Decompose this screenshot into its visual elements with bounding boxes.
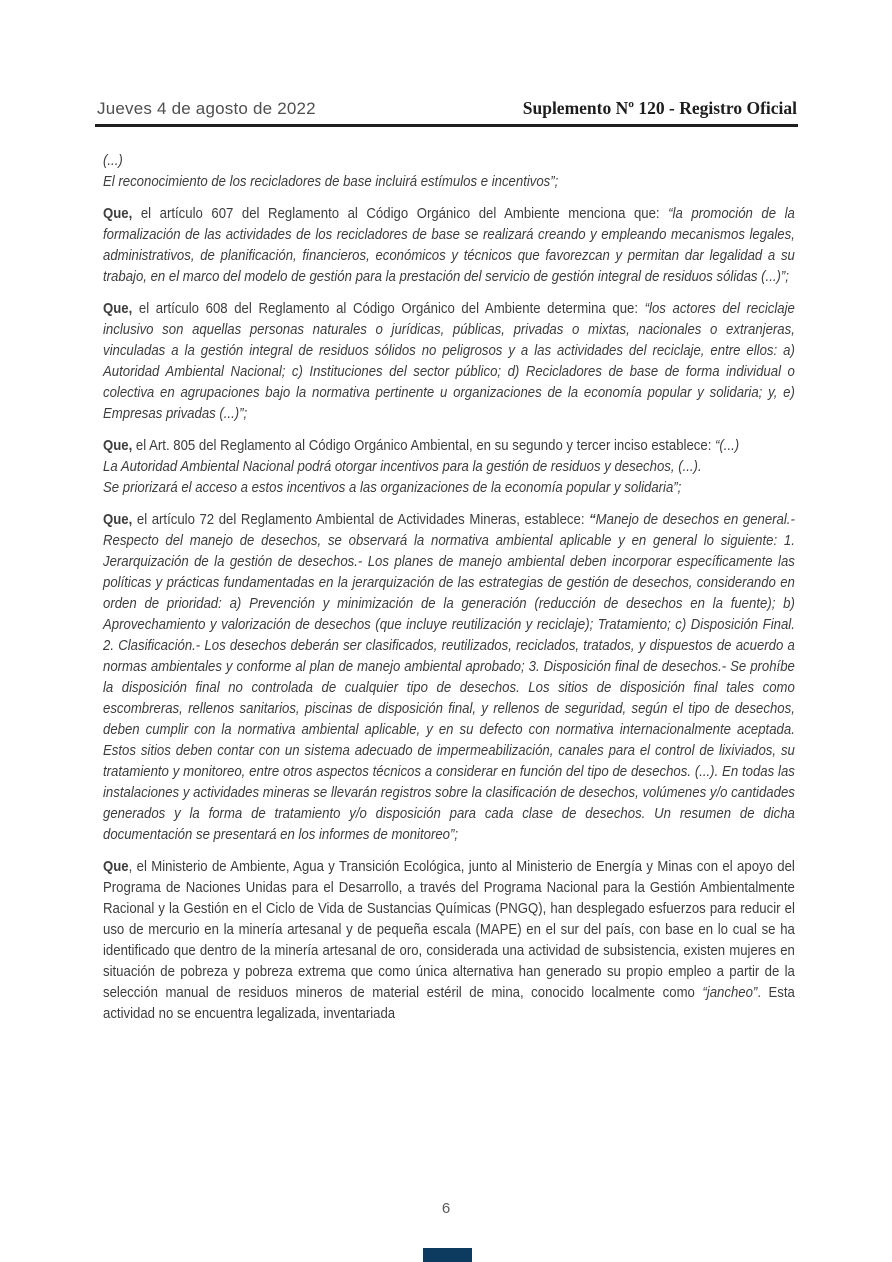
- text-segment: Que: [103, 858, 129, 875]
- paragraph-que-ministerio: [103, 856, 795, 1024]
- page-number: 6: [441, 1200, 451, 1217]
- text-segment: “jancheo”: [702, 984, 758, 1001]
- text-segment: el artículo 607 del Reglamento al Código Orgánico del Ambiente menciona que:: [132, 205, 669, 222]
- text-segment: el artículo 608 del Reglamento al Código Orgánico del Ambiente determina que:: [132, 300, 645, 317]
- text-segment: . Esta actividad no se encuentra legalizada, inventariada: [103, 984, 795, 1022]
- paragraph-que-art-805: [103, 435, 795, 498]
- text-segment: Que,: [103, 437, 133, 454]
- text-segment: “: [589, 511, 596, 528]
- text-segment: el Art. 805 del Reglamento al Código Orgánico Ambiental, en su segundo y tercer inciso establece:: [132, 437, 716, 454]
- paragraph-intro-quote: [103, 150, 795, 192]
- paragraph-que-articulo-608: [103, 298, 795, 424]
- text-segment: “la promoción de la formalización de las actividades de los recicladores de base se realizará creando y empleando mecanismos legales, administrativos, de planificación, financieros, económicos y técnicos que favorezcan y permitan dar legalidad a su trabajo, en el marco del modelo de gestión para la prestación del servicio de gestión integral de residuos sólidas (...)”;: [103, 205, 795, 285]
- text-segment: (...) El reconocimiento de los recicladores de base incluirá estímulos e incentivos”;: [103, 152, 559, 190]
- text-segment: , el Ministerio de Ambiente, Agua y Transición Ecológica, junto al Ministerio de Energía y Minas con el apoyo del Programa de Naciones Unidas para el Desarrollo, a través del Programa Nacional para la Gestión Ambientalmente Racional y la Gestión en el Ciclo de Vida de Sustancias Químicas (PNGQ), han desplegado esfuerzos para reducir el uso de mercurio en la minería artesanal y de pequeña escala (MAPE) en el sur del país, con base en lo cual se ha identificado que dentro de la minería artesanal de oro, considerada una actividad de subsistencia, existen mujeres en situación de pobreza y pobreza extrema que como única alternativa han generado su propio empleo a partir de la selección manual de residuos mineros de material estéril de mina, conocido localmente como: [103, 858, 795, 1001]
- footer-accent-bar: [423, 1248, 472, 1262]
- header-issue-title: Suplemento Nº 120 - Registro Oficial: [522, 98, 797, 118]
- text-segment: Que,: [103, 205, 133, 222]
- text-segment: el artículo 72 del Reglamento Ambiental de Actividades Mineras, establece:: [132, 511, 590, 528]
- paragraph-que-articulo-72: [103, 509, 795, 845]
- document-body: [103, 150, 795, 1035]
- text-segment: “los actores del reciclaje inclusivo son aquellas personas naturales o jurídicas, públicas, privadas o mixtas, nacionales o extranjeras, vinculadas a la gestión integral de residuos sólidos no peligrosos y a las actividades del reciclaje, entre ellos: a) Autoridad Ambiental Nacional; c) Instituciones del sector público; d) Recicladores de base de forma individual o colectiva en agrupaciones bajo la normativa pertinente u organizaciones de la economía popular y solidaria; y, e) Empresas privadas (...)”;: [103, 300, 795, 422]
- header-rule: [95, 124, 798, 127]
- text-segment: “(...) La Autoridad Ambiental Nacional podrá otorgar incentivos para la gestión de residuos y desechos, (...). Se priorizará el acceso a estos incentivos a las organizaciones de la economía popular y solidaria”;: [103, 437, 740, 496]
- header-date: Jueves 4 de agosto de 2022: [97, 99, 316, 118]
- paragraph-que-articulo-607: [103, 203, 795, 287]
- text-segment: Que,: [103, 300, 133, 317]
- text-segment: Que,: [103, 511, 133, 528]
- text-segment: Manejo de desechos en general.- Respecto del manejo de desechos, se observará la normativa ambiental aplicable y en general lo siguiente: 1. Jerarquización de la gestión de desechos.- Los planes de manejo ambiental deben incorporar específicamente las políticas y prácticas fundamentadas en la jerarquización de las estrategias de gestión de desechos, considerando en orden de prioridad: a) Prevención y minimización de la generación (reducción de desechos en la fuente); b) Aprovechamiento y valorización de desechos (que incluye reutilización y reciclaje); Tratamiento; c) Disposición Final. 2. Clasificación.- Los desechos deberán ser clasificados, reutilizados, reciclados, tratados, y dispuestos de acuerdo a normas ambientales y conforme al plan de manejo ambiental aprobado; 3. Disposición final de desechos.- Se prohíbe la disposición final no controlada de cualquier tipo de desechos. Los sitios de disposición final tales como escombreras, rellenos sanitarios, piscinas de disposición final, y rellenos de seguridad, según el tipo de desechos, deben cumplir con la normativa ambiental aplicable, y en su defecto con normativa internacionalmente aceptada. Estos sitios deben contar con un sistema adecuado de impermeabilización, canales para el control de lixiviados, su tratamiento y monitoreo, entre otros aspectos técnicos a considerar en función del tipo de desechos. (...). En todas las instalaciones y actividades mineras se llevarán registros sobre la clasificación de desechos, volúmenes y/o cantidades generados y la forma de tratamiento y/o disposición para cada clase de desechos. Un resumen de dicha documentación se presentará en los informes de monitoreo”;: [103, 511, 795, 843]
